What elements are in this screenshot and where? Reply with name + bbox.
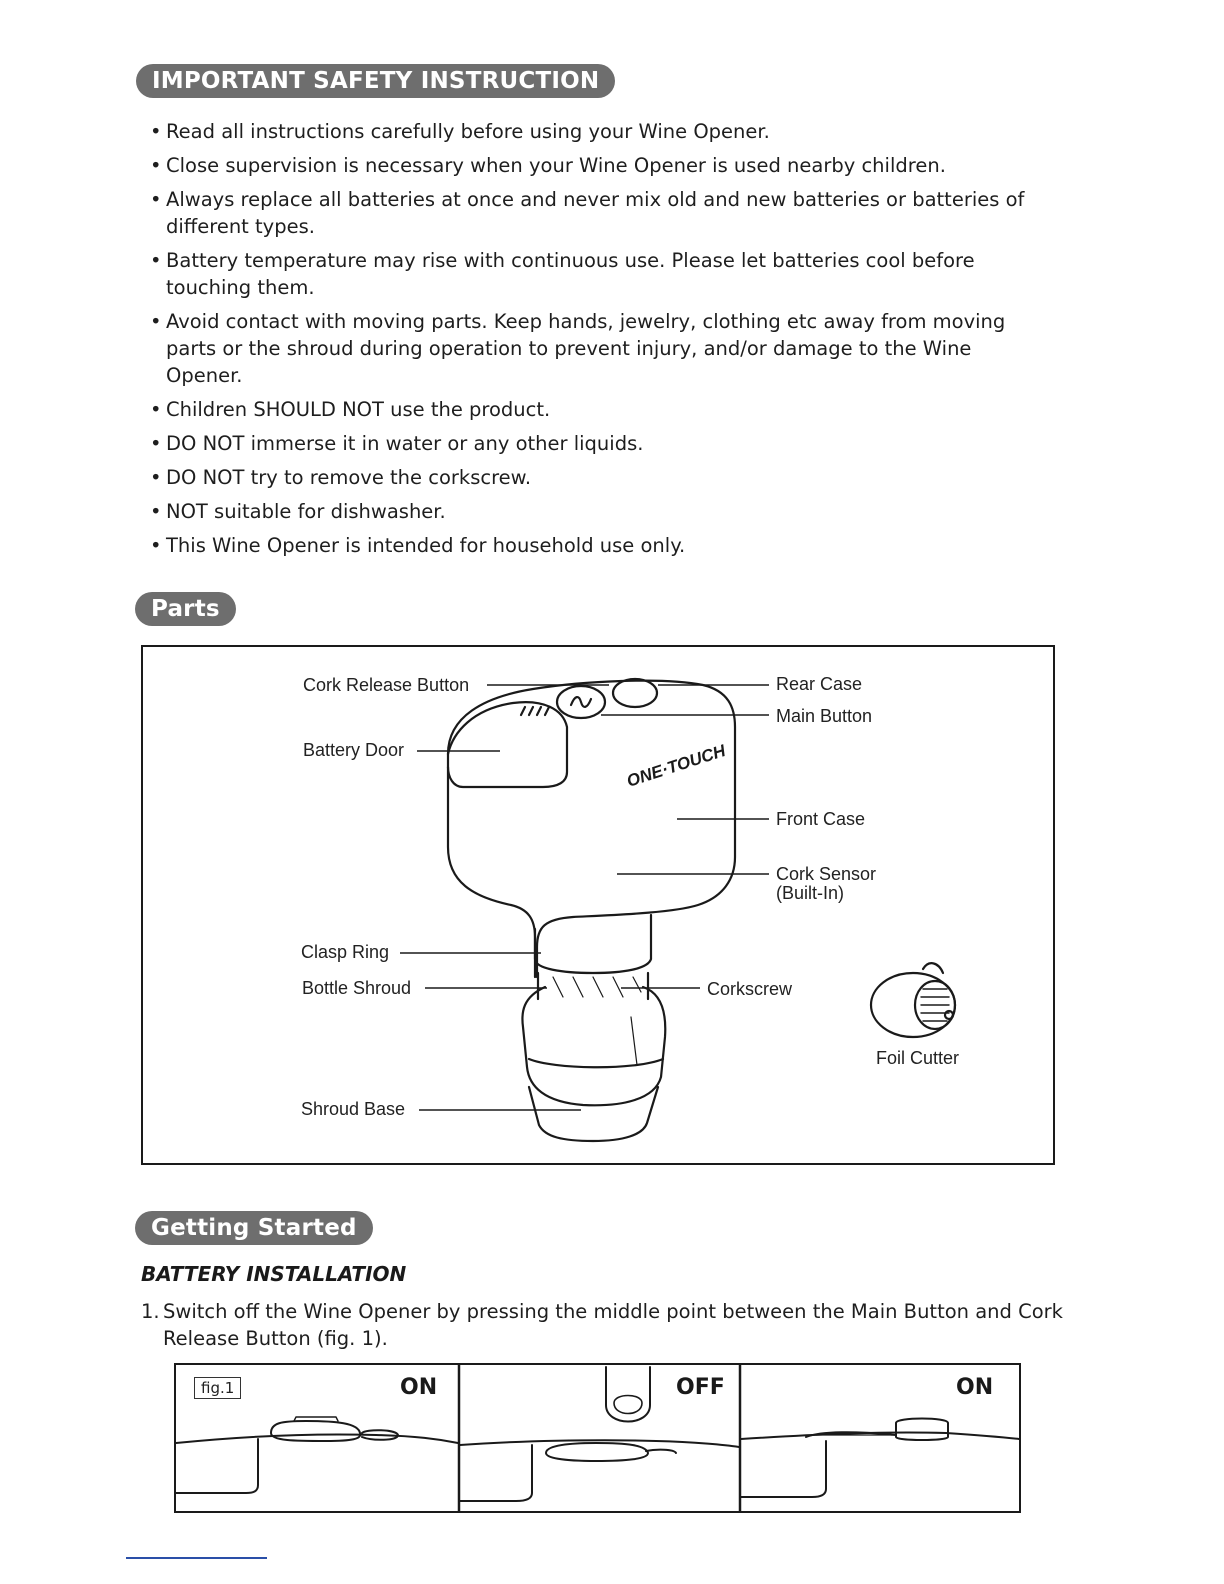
label-battery-door: Battery Door — [303, 740, 405, 760]
label-clasp-ring: Clasp Ring — [301, 942, 390, 962]
label-shroud-base: Shroud Base — [301, 1099, 406, 1119]
label-main-button: Main Button — [776, 706, 873, 726]
safety-item: • Close supervision is necessary when your Wine Opener is used nearby children. — [150, 152, 1050, 179]
safety-item: • This Wine Opener is intended for household use only. — [150, 532, 1050, 559]
clasp-ring-outline — [535, 915, 651, 973]
safety-item: • DO NOT try to remove the corkscrew. — [150, 464, 1050, 491]
shroud-base-outline — [529, 1087, 658, 1141]
parts-diagram — [141, 645, 1055, 1165]
step-number: 1. — [141, 1300, 160, 1323]
safety-item: • Avoid contact with moving parts. Keep hands, jewelry, clothing etc away from moving parts or the shroud during operation to prevent injury, and/or damage to the Wine Opener. — [150, 308, 1050, 389]
safety-item: • Always replace all batteries at once and never mix old and new batteries or batteries of different types. — [150, 186, 1050, 240]
brand-logo: ONE·TOUCH — [624, 741, 728, 791]
step-1 — [141, 1298, 1071, 1352]
bottle-shroud-outline — [522, 987, 665, 1105]
safety-item: • Battery temperature may rise with continuous use. Please let batteries cool before touching them. — [150, 247, 1050, 301]
main-button-shape — [613, 679, 657, 707]
wine-opener-illustration — [143, 647, 1053, 1163]
safety-item: • Read all instructions carefully before using your Wine Opener. — [150, 118, 1050, 145]
battery-installation-heading: BATTERY INSTALLATION — [141, 1262, 407, 1286]
label-front-case: Front Case — [776, 809, 866, 829]
switch-button-on-1 — [271, 1421, 360, 1441]
footer-rule — [126, 1557, 267, 1559]
figure-1 — [174, 1363, 1021, 1513]
front-case-outline — [448, 681, 735, 977]
switch-button-on-2 — [896, 1419, 948, 1441]
switch-button-off — [546, 1443, 648, 1461]
safety-item: • DO NOT immerse it in water or any other liquids. — [150, 430, 1050, 457]
label-foil-cutter: Foil Cutter — [876, 1048, 960, 1068]
panel-state-3: ON — [956, 1375, 994, 1400]
label-cork-sensor-note: (Built-In) — [776, 883, 845, 903]
figure-tag: fig.1 — [194, 1377, 241, 1399]
parts-heading: Parts — [135, 592, 236, 626]
safety-list — [150, 118, 1050, 566]
safety-item: • NOT suitable for dishwasher. — [150, 498, 1050, 525]
label-cork-sensor: Cork Sensor — [776, 864, 877, 884]
getting-started-heading: Getting Started — [135, 1211, 373, 1245]
safety-heading: IMPORTANT SAFETY INSTRUCTION — [136, 64, 615, 98]
panel-state-1: ON — [400, 1375, 438, 1400]
label-rear-case: Rear Case — [776, 674, 863, 694]
label-corkscrew: Corkscrew — [707, 979, 793, 999]
step-text: Switch off the Wine Opener by pressing the middle point between the Main Button and Cork Release Button (fig. 1). — [163, 1300, 1063, 1350]
panel-state-2: OFF — [676, 1375, 725, 1400]
safety-item: • Children SHOULD NOT use the product. — [150, 396, 1050, 423]
switch-illustration — [176, 1365, 1019, 1511]
label-bottle-shroud: Bottle Shroud — [302, 978, 412, 998]
label-cork-release-button: Cork Release Button — [303, 675, 470, 695]
